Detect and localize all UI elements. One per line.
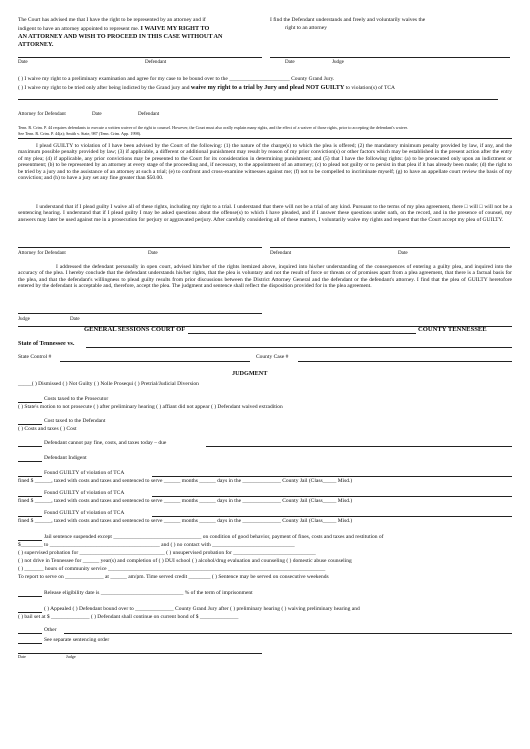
court-county-header: COUNTY TENNESSEE	[418, 326, 487, 333]
signature-line[interactable]	[270, 57, 510, 58]
county-case-label: County Case #	[256, 354, 289, 360]
section-divider	[18, 138, 512, 139]
waiver-text-line-1: The Court has advised me that I have the right to be represented by an attorney and if	[18, 17, 206, 23]
cannot-pay-label: Defendant cannot pay fine, costs, and taxes today – due	[44, 440, 167, 446]
jury-waiver-bold: waive my right to a trial by Jury and plead NOT GUILTY	[190, 84, 345, 91]
blank-line[interactable]	[18, 99, 498, 100]
court-county-line[interactable]	[188, 333, 416, 334]
grand-jury-waiver-c: to violation(s) of TCA	[345, 85, 396, 91]
guilty-tca-label: Found GUILTY of violation of TCA	[44, 510, 125, 516]
waiver-statement-line-3: AN ATTORNEY AND WISH TO PROCEED IN THIS CASE WITHOUT AN	[18, 33, 223, 40]
bail-line[interactable]: ( ) bail set at $ ______________ ( ) Defendant shall continue on current bond of $ ______________	[18, 614, 239, 620]
judge-acceptance-paragraph: I addressed the defendant personally in open court, advised him/her of the rights itemized above, inquired into his/her understanding of the consequences of entering a guilty plea, and inquired into the accuracy of the plea. I hereby conclude that the defendant understands his/her rights, that the plea is voluntary and not the result of force or threats or of promises apart from a plea agreement, that there is a factual basis for the plea, and that the defendant's willingness to plead guilty results from prior discussions between the District Attorney General and the defendant or the defendant's attorney. I find that the plea of GUILTY heretofore entered by the defendant is acceptable and, therefore, accept the plea. The judgment and sentence shall reflect the disposition provided for in the plea agreement.	[18, 264, 512, 290]
due-date-line[interactable]	[206, 446, 512, 447]
state-control-line[interactable]	[60, 361, 250, 362]
blank-line[interactable]	[18, 496, 42, 497]
blank-line[interactable]	[18, 402, 42, 403]
separate-order-label: See separate sentencing order	[44, 637, 110, 643]
fined-sentence-line[interactable]: fined $ ______, taxed with costs and taxes and sentenced to serve ______ months ______ days in the ______________ County Jail (Class_____ Misd.)	[18, 518, 353, 524]
blank-line[interactable]	[18, 446, 42, 447]
waiver-statement-line-4: ATTORNEY.	[18, 41, 54, 48]
guilty-plea-rights-paragraph: I plead GUILTY to violation of I have been advised by the Court of the following: (1) the nature of the charge(s) to which the plea is offered; (2) the mandatory minimum penalty provided by law, if any, and the maximum possible penalty provided by law; (3) if applicable, a different or additional punishment may result by reason of my prior conviction(s) or other factors which may be established in the present action after the entry of my plea; (4) if applicable, any prior convictions may be presented to the Court for its consideration in determining punishment; and (5) that I have the following rights: (a) to be prosecuted only upon an indictment or presentment; (b) to be represented by an attorney at every stage of the proceeding and, if necessary, to the appointment of an attorney; (c) to plead not guilty or to persist in that plea if it has already been made; (d) the right to be tried by a jury and to the assistance of an attorney at such a trial; (e) to confront and cross-examine witnesses against me; (f) not to be compelled to incriminate myself; (g) to have an appellate court review the basis of my conviction; and (h) to have a jury set any fine greater than $50.00.	[18, 143, 512, 182]
driving-counseling-line[interactable]: ( ) not drive in Tennessee for ______ year(s) and completion of ( ) DUI school ( ) alcohol/drug evaluation and counseling ( ) domestic abuse counseling	[18, 558, 352, 564]
blank-line[interactable]	[18, 461, 42, 462]
foot-judge-label: Judge	[66, 654, 76, 659]
tca-line[interactable]	[152, 516, 512, 517]
blank-line[interactable]	[18, 596, 42, 597]
sig-date-label: Date	[92, 111, 102, 117]
guilty-plea-waiver-paragraph: I understand that if I plead guilty I waive all of these rights, including my right to a trial. I understand that there will not be a trial of any kind. Pursuant to the terms of my plea agreement, there □ will □ will not be a sentencing hearing. I understand that if I plead guilty I may be asked questions about the offense(s) to which I have pleaded, and if I answer these questions under oath, on the record, and in the presence of counsel, my answers may later be used against me in a prosecution for perjury or aggravated perjury. After carefully considering all of these matters, I voluntarily waive my rights and request that the Court accept my plea of GUILTY.	[18, 204, 512, 223]
judge-finding-line-1: I find the Defendant understands and freely and voluntarily waives the	[270, 17, 426, 23]
costs-options-line[interactable]: ( ) Costs and taxes ( ) Cost	[18, 426, 77, 432]
judge-finding-line-2: right to an attorney	[285, 25, 328, 31]
blank-line[interactable]	[18, 540, 42, 541]
blank-line[interactable]	[18, 612, 42, 613]
blank-line[interactable]	[18, 476, 42, 477]
prelim-waiver-line[interactable]: ( ) I waive my right to a preliminary examination and agree for my case to be bound over to the ______________________ County Grand Jury.	[18, 76, 335, 82]
foot-date-label: Date	[18, 654, 26, 659]
judgment-title: JUDGMENT	[232, 370, 268, 377]
prosecutor-options-line[interactable]: ( ) State's motion to not prosecute ( ) after preliminary hearing ( ) affiant did not appear ( ) Defendant waived extradition	[18, 404, 283, 410]
suspended-sentence-line[interactable]: Jail sentence suspended except ________________________________ on condition of good behavior, payment of fines, costs and taxes and restitution of	[44, 534, 384, 540]
other-line[interactable]	[64, 633, 512, 634]
report-to-serve-line[interactable]: To report to serve on ______________ at ______ am/pm. Time served credit ________ ( ) Sentence may be served on consecutive weekends	[18, 574, 329, 580]
costs-prosecutor-label: Costs taxed to the Prosecutor	[44, 396, 109, 402]
blank-line[interactable]	[18, 633, 42, 634]
sig-defendant-label: Defendant	[270, 250, 292, 256]
release-eligibility-line[interactable]: Release eligibility date is ______________________________ % of the term of imprisonment	[44, 590, 253, 596]
waiver-text-line-2a: indigent to have an attorney appointed to represent me.	[18, 26, 140, 32]
grand-jury-waiver-a: ( ) I waive my right to be tried only after being indicted by the Grand jury and	[18, 85, 190, 91]
tca-line[interactable]	[152, 496, 512, 497]
rule-note: Tenn. R. Crim. P. 44 requires defendants to execute a written waiver of the right to counsel. However, the Court must also orally explain many rights, and the effect of a waiver of those rights, prior to accepting the defendant's waiver.	[18, 125, 408, 130]
court-name-header: GENERAL SESSIONS COURT OF	[84, 326, 186, 333]
waiver-text-line-2	[18, 25, 209, 32]
disposition-line[interactable]: _____( ) Dismissed ( ) Not Guilty ( ) Nolle Prosequi ( ) Pretrial/Judicial Diversion	[18, 381, 199, 387]
sig-defendant-label: Defendant	[145, 59, 167, 65]
sig-date-label: Date	[285, 59, 295, 65]
state-control-label: State Control #	[18, 354, 52, 360]
signature-line[interactable]	[270, 247, 510, 248]
guilty-tca-label: Found GUILTY of violation of TCA	[44, 490, 125, 496]
signature-line[interactable]	[18, 313, 262, 314]
rule-note: See Tenn. R. Crim. P. 44(a); Smith v. State, 987 (Tenn. Crim. App. 1998).	[18, 131, 142, 136]
appeal-bound-over-line[interactable]: ( ) Appealed ( ) Defendant bound over to ______________ County Grand Jury after ( ) preliminary hearing ( ) waiving preliminary hearing and	[44, 606, 360, 612]
sig-attorney-label: Attorney for Defendant	[18, 250, 66, 256]
probation-line[interactable]: ( ) supervised probation for _______________________________ ( ) unsupervised probation for ______________________________	[18, 550, 316, 556]
guilty-tca-label: Found GUILTY of violation of TCA	[44, 470, 125, 476]
signature-line[interactable]	[18, 247, 262, 248]
costs-defendant-label: Cost taxed to the Defendant	[44, 418, 106, 424]
sig-judge-label: Judge	[332, 59, 344, 65]
waiver-statement-bold: I WAIVE MY RIGHT TO	[140, 25, 210, 32]
tca-line[interactable]	[152, 476, 512, 477]
sig-date-label: Date	[148, 250, 158, 256]
blank-line[interactable]	[18, 424, 42, 425]
sig-defendant-label: Defendant	[138, 111, 160, 117]
blank-line[interactable]	[18, 516, 42, 517]
state-vs-label: State of Tennessee vs.	[18, 340, 75, 347]
sig-date-label: Date	[18, 59, 28, 65]
defendant-name-line[interactable]	[86, 347, 512, 348]
community-service-line[interactable]: ( ) _______ hours of community service _______________________________________________________________________________	[18, 566, 326, 572]
fined-sentence-line[interactable]: fined $ ______, taxed with costs and taxes and sentenced to serve ______ months ______ days in the ______________ County Jail (Class_____ Misd.)	[18, 478, 353, 484]
grand-jury-waiver-line[interactable]	[18, 84, 395, 91]
blank-line[interactable]	[18, 643, 42, 644]
sig-date-label: Date	[398, 250, 408, 256]
indigent-label: Defendant Indigent	[44, 455, 87, 461]
restitution-line[interactable]: $________ to ________________________________________ and ( ) no contact with ______________________________	[18, 542, 295, 548]
sig-date-label: Date	[70, 316, 80, 322]
county-case-line[interactable]	[298, 361, 512, 362]
sig-attorney-label: Attorney for Defendant	[18, 111, 66, 117]
signature-line[interactable]	[18, 57, 262, 58]
other-label: Other	[44, 627, 57, 633]
fined-sentence-line[interactable]: fined $ ______, taxed with costs and taxes and sentenced to serve ______ months ______ days in the ______________ County Jail (Class_____ Misd.)	[18, 498, 353, 504]
sig-judge-label: Judge	[18, 316, 30, 322]
signature-line[interactable]	[18, 653, 262, 654]
